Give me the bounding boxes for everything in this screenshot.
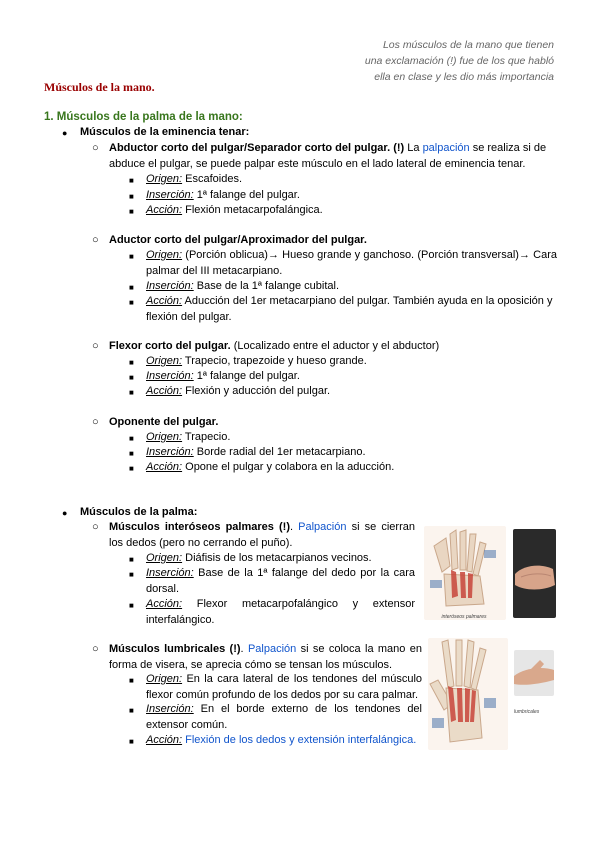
insercion-label: Inserción: xyxy=(146,567,194,579)
muscle-name: Oponente del pulgar. xyxy=(109,416,219,428)
text: se realiza si de abduce el pulgar, se puede palpar este músculo en el lado lateral de eminencia tenar. xyxy=(109,142,547,170)
text: si se coloca la mano en forma de visera, se aprecia cómo se tensan los músculos. xyxy=(109,643,422,671)
insercion-value: Base de la 1ª falange cubital. xyxy=(193,280,340,292)
accion-value: Flexión y aducción del pulgar. xyxy=(182,385,331,397)
insercion-value: 1ª falange del pulgar. xyxy=(193,370,300,382)
origen-label: Origen: xyxy=(146,355,183,367)
insercion-item xyxy=(146,566,415,597)
bullet-l3: ■ xyxy=(129,192,134,201)
insercion-item xyxy=(146,279,339,295)
palpacion-link[interactable]: palpación xyxy=(422,142,470,154)
accion-label: Acción: xyxy=(146,295,183,307)
insercion-item xyxy=(146,188,300,204)
accion-label: Acción: xyxy=(146,598,183,610)
bullet-l3: ■ xyxy=(129,252,134,261)
bullet-l3: ■ xyxy=(129,464,134,473)
bullet-l3: ■ xyxy=(129,176,134,185)
accion-item xyxy=(146,384,330,400)
muscle-name: Músculos interóseos palmares (!) xyxy=(109,521,290,533)
bullet-l2: ○ xyxy=(92,416,99,428)
accion-value: Opone el pulgar y colabora en la aducción. xyxy=(182,461,395,473)
origen-label: Origen: xyxy=(146,173,183,185)
origen-value: En la cara lateral de los tendones del músculo flexor común profundo de los dedos por su cara palmar. xyxy=(146,673,422,701)
accion-label: Acción: xyxy=(146,461,183,473)
text: . xyxy=(289,521,299,533)
image-caption: lumbricales xyxy=(514,709,540,715)
subsection-heading: Músculos de la palma: xyxy=(80,506,198,518)
insercion-value: En el borde externo de los tendones del extensor común. xyxy=(146,703,422,731)
text: (Localizado entre el aductor y el abductor) xyxy=(230,340,440,352)
insercion-label: Inserción: xyxy=(146,280,194,292)
section-heading: 1. Músculos de la palma de la mano: xyxy=(44,111,243,123)
margin-note xyxy=(334,37,554,85)
accion-item xyxy=(146,597,415,628)
insercion-item xyxy=(146,369,300,385)
bullet-l3: ■ xyxy=(129,373,134,382)
accion-value: Flexor metacarpofalángico y extensor interfalángico. xyxy=(146,598,415,626)
insercion-label: Inserción: xyxy=(146,189,194,201)
insercion-value: Borde radial del 1er metacarpiano. xyxy=(193,446,366,458)
muscle-flexor xyxy=(109,339,439,355)
origen-item xyxy=(146,672,422,703)
image-caption: interóseos palmares xyxy=(441,614,487,620)
bullet-l3: ■ xyxy=(129,358,134,367)
origen-label: Origen: xyxy=(146,431,183,443)
bullet-l1: ● xyxy=(62,128,68,138)
origen-item xyxy=(146,354,367,370)
palpacion-link[interactable]: Palpación xyxy=(298,521,347,533)
text: . xyxy=(240,643,248,655)
accion-item xyxy=(146,294,557,325)
bullet-l3: ■ xyxy=(129,570,134,579)
bullet-l2: ○ xyxy=(92,643,99,655)
origen-value: Trapecio. xyxy=(182,431,231,443)
insercion-label: Inserción: xyxy=(146,703,194,715)
accion-item xyxy=(146,460,394,476)
insercion-item xyxy=(146,445,366,461)
subsection-heading: Músculos de la eminencia tenar: xyxy=(80,126,250,138)
origen-label: Origen: xyxy=(146,249,183,261)
bullet-l3: ■ xyxy=(129,601,134,610)
accion-item xyxy=(146,203,323,219)
hand-anatomy-interoseos-illustration xyxy=(424,526,506,620)
text: La xyxy=(404,142,423,154)
insercion-value: Base de la 1ª falange del dedo por la cara dorsal. xyxy=(146,567,415,595)
accion-value: Aducción del 1er metacarpiano del pulgar. También ayuda en la oposición y flexión del pulgar. xyxy=(146,295,553,323)
bullet-l3: ■ xyxy=(129,388,134,397)
hand-photo-interoseos xyxy=(513,529,556,618)
muscle-interoseos xyxy=(109,520,415,551)
insercion-label: Inserción: xyxy=(146,446,194,458)
muscle-name: Flexor corto del pulgar. xyxy=(109,340,231,352)
bullet-l2: ○ xyxy=(92,234,99,246)
muscle-name: Músculos lumbricales (!) xyxy=(109,643,241,655)
insercion-item xyxy=(146,702,422,733)
origen-value: Trapecio, trapezoide y hueso grande. xyxy=(182,355,367,367)
note-line: ella en clase y les dio más importancia xyxy=(374,71,554,83)
accion-label: Acción: xyxy=(146,385,183,397)
bullet-l3: ■ xyxy=(129,676,134,685)
origen-label: Origen: xyxy=(146,552,183,564)
muscle-name: Aductor corto del pulgar/Aproximador del pulgar. xyxy=(109,234,367,246)
insercion-label: Inserción: xyxy=(146,370,194,382)
bullet-l2: ○ xyxy=(92,340,99,352)
bullet-l2: ○ xyxy=(92,521,99,533)
bullet-l3: ■ xyxy=(129,207,134,216)
muscle-name: Abductor corto del pulgar/Separador corto del pulgar. (!) xyxy=(109,142,405,154)
bullet-l3: ■ xyxy=(129,434,134,443)
muscle-abductor xyxy=(109,141,557,172)
accion-value: Flexión metacarpofalángica. xyxy=(182,204,323,216)
palpacion-link[interactable]: Palpación xyxy=(247,643,297,655)
bullet-l3: ■ xyxy=(129,737,134,746)
accion-value: Flexión de los dedos y extensión interfalángica. xyxy=(182,734,417,746)
bullet-l3: ■ xyxy=(129,706,134,715)
note-line: una exclamación (!) fue de los que habló xyxy=(364,55,554,67)
bullet-l3: ■ xyxy=(129,283,134,292)
note-line: Los músculos de la mano que tienen xyxy=(382,39,554,51)
origen-item xyxy=(146,248,557,279)
accion-label: Acción: xyxy=(146,204,183,216)
origen-item xyxy=(146,172,242,188)
accion-item xyxy=(146,733,422,749)
accion-label: Acción: xyxy=(146,734,183,746)
bullet-l2: ○ xyxy=(92,142,99,154)
hand-photo-lumbricales xyxy=(514,650,554,696)
origen-item xyxy=(146,430,230,446)
insercion-value: 1ª falange del pulgar. xyxy=(193,189,300,201)
page-title: Músculos de la mano. xyxy=(44,80,155,94)
muscle-lumbricales xyxy=(109,642,422,673)
hand-anatomy-lumbricales-illustration xyxy=(428,638,508,750)
bullet-l1: ● xyxy=(62,508,68,518)
bullet-l3: ■ xyxy=(129,298,134,307)
bullet-l3: ■ xyxy=(129,555,134,564)
origen-item xyxy=(146,551,415,567)
origen-value: Diáfisis de los metacarpianos vecinos. xyxy=(182,552,372,564)
origen-value: (Porción oblicua)→ Hueso grande y ganchoso. (Porción transversal)→ Cara palmar del III metacarpiano. xyxy=(146,249,557,277)
origen-value: Escafoides. xyxy=(182,173,242,185)
text: si se cierran los dedos (pero no cerrando el puño). xyxy=(109,521,415,549)
origen-label: Origen: xyxy=(146,673,183,685)
bullet-l3: ■ xyxy=(129,449,134,458)
